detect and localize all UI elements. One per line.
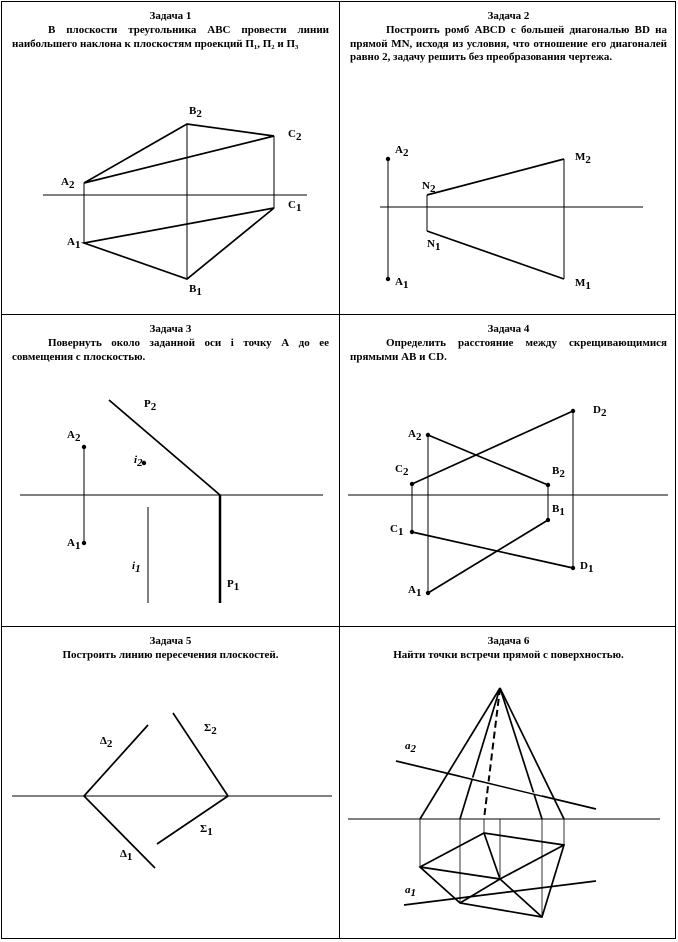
task-5-cell (2, 627, 339, 940)
label-a1: A1 (67, 236, 81, 251)
label-a1: a1 (405, 884, 416, 899)
label-sigma2: Σ2 (204, 722, 217, 737)
task-2-cell (340, 2, 677, 314)
tasks-sheet (1, 1, 676, 939)
line-a1b1 (428, 520, 548, 593)
task-5-title: Задача 5 (149, 635, 192, 647)
point-a2 (426, 433, 430, 437)
label-delta1: Δ1 (120, 848, 133, 863)
task-4-title: Задача 4 (487, 323, 530, 335)
point-b1 (546, 518, 550, 522)
label-d2: D2 (593, 404, 607, 419)
label-a1: A1 (408, 584, 422, 599)
task-6-drawing (340, 627, 677, 940)
label-n1: N1 (427, 238, 441, 253)
triangle-a1b1c1 (84, 208, 274, 279)
line-a2b2 (428, 435, 548, 485)
edge-top-2 (484, 833, 500, 879)
base-polygon (420, 833, 564, 917)
point-a2 (82, 445, 86, 449)
line-m2n2 (427, 159, 564, 195)
label-a1: A1 (395, 276, 409, 291)
task-4-drawing (340, 315, 677, 626)
label-p2: P2 (144, 398, 157, 413)
edge-top-5 (460, 879, 500, 903)
label-a2: A2 (408, 428, 422, 443)
point-c1 (410, 530, 414, 534)
point-b2 (546, 483, 550, 487)
label-b1: B1 (189, 283, 202, 298)
task-3-cell (2, 315, 339, 626)
trace-delta2 (84, 725, 148, 796)
label-c1: C1 (288, 199, 302, 214)
point-a2 (386, 157, 390, 161)
line-a1 (404, 881, 596, 905)
task-3-drawing (2, 315, 339, 626)
task-5-drawing (2, 627, 339, 940)
task-4-text: Определить расстояние между скрещивающимися прямыми AB и CD. (350, 337, 667, 363)
task-5-text: Построить линию пересечения плоскостей. (62, 649, 279, 661)
label-n2: N2 (422, 180, 436, 195)
label-b2: B2 (189, 105, 202, 120)
line-c1d1 (412, 532, 573, 568)
task-2-title: Задача 2 (487, 10, 530, 22)
task-3-text: Повернуть около заданной оси i точку А до ее совмещения с плоскостью. (12, 337, 329, 363)
label-a2: A2 (395, 144, 409, 159)
label-d1: D1 (580, 560, 594, 575)
edge-front-hidden (484, 688, 500, 819)
trace-sigma2 (173, 713, 228, 796)
line-a2 (396, 761, 596, 809)
task-2-drawing (340, 2, 677, 314)
task-1-text: В плоскости треугольника АВС провести линии наибольшего наклона к плоскостям проекций П₁, П₂ и П₃ (12, 24, 329, 50)
task-1-drawing (2, 2, 339, 314)
label-a2: A2 (67, 429, 81, 444)
label-c1: C1 (390, 523, 404, 538)
edge-front-1 (420, 688, 500, 819)
label-b1: B1 (552, 503, 565, 518)
point-c2 (410, 482, 414, 486)
label-i1: i1 (132, 560, 141, 575)
label-m2: M2 (575, 151, 591, 166)
label-c2: C2 (288, 128, 302, 143)
task-6-cell (340, 627, 677, 940)
task-1-cell (2, 2, 339, 314)
edge-front-2 (460, 688, 500, 819)
task-1-title: Задача 1 (149, 10, 192, 22)
label-p1: P1 (227, 578, 240, 593)
point-d2 (571, 409, 575, 413)
task-4-cell (340, 315, 677, 626)
line-c2d2 (412, 411, 573, 484)
task-6-title: Задача 6 (487, 635, 530, 647)
trace-p2 (109, 400, 220, 495)
task-3-title: Задача 3 (149, 323, 192, 335)
label-c2: C2 (395, 463, 409, 478)
point-a1 (82, 541, 86, 545)
edge-front-3 (500, 688, 542, 819)
label-i2: i2 (134, 454, 143, 469)
line-m1n1 (427, 231, 564, 279)
label-m1: M1 (575, 277, 591, 292)
trace-sigma1 (157, 796, 228, 844)
label-a2: A2 (61, 176, 75, 191)
point-d1 (571, 566, 575, 570)
label-delta2: Δ2 (100, 735, 113, 750)
label-a2: a2 (405, 740, 416, 755)
task-6-text: Найти точки встречи прямой с поверхностью. (393, 649, 624, 661)
label-b2: B2 (552, 465, 565, 480)
point-a1 (386, 277, 390, 281)
point-a1 (426, 591, 430, 595)
label-sigma1: Σ1 (200, 823, 213, 838)
label-a1: A1 (67, 537, 81, 552)
task-2-text: Построить ромб ABCD с большей диагональю BD на прямой MN, исходя из условия, что отношение его диагоналей равно 2, задачу решить без преобразования чертежа. (350, 24, 667, 63)
triangle-a2b2c2 (84, 124, 274, 183)
